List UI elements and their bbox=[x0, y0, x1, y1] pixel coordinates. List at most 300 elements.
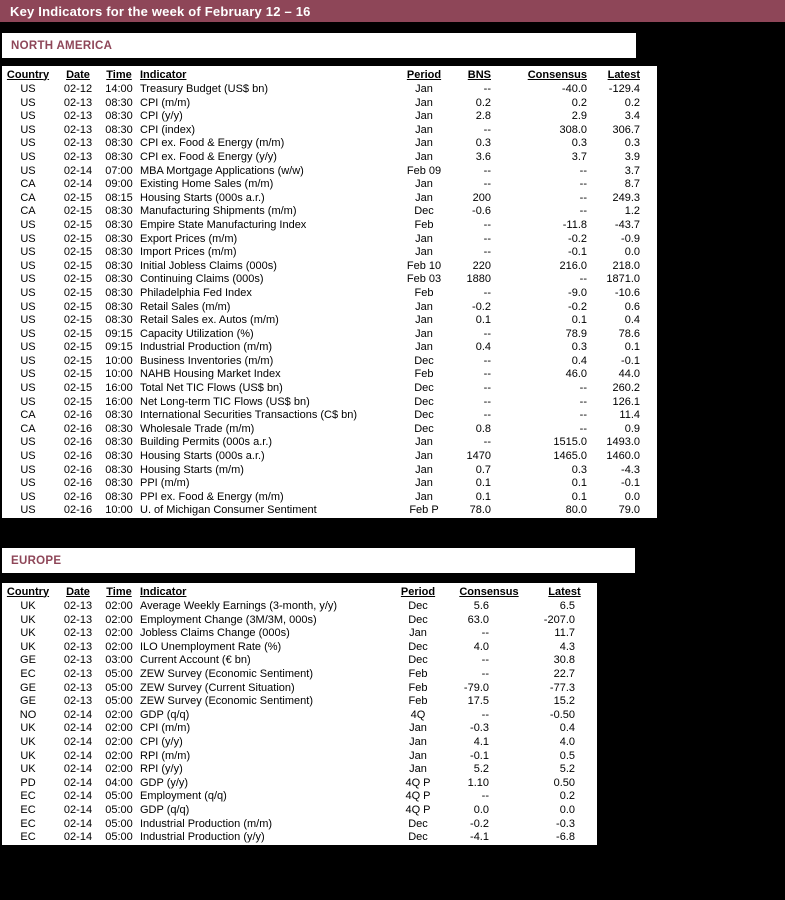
cell: -- bbox=[483, 409, 491, 422]
cell: CA bbox=[20, 409, 36, 422]
cell: 0.2 bbox=[571, 96, 587, 109]
cell: US bbox=[20, 137, 36, 150]
table-row bbox=[2, 287, 657, 301]
cell: -- bbox=[483, 368, 491, 381]
table-row bbox=[2, 151, 657, 165]
cell: -10.6 bbox=[614, 286, 640, 299]
cell: 08:30 bbox=[105, 246, 133, 259]
cell: RPI (y/y) bbox=[140, 763, 183, 776]
cell: 02-14 bbox=[63, 803, 93, 816]
table-row bbox=[2, 600, 597, 614]
cell: 1470 bbox=[466, 450, 491, 463]
table-header-row bbox=[2, 66, 657, 83]
cell: -- bbox=[483, 232, 491, 245]
cell: 02-13 bbox=[63, 613, 93, 626]
cell: 02-15 bbox=[63, 273, 93, 286]
cell: -0.2 bbox=[472, 300, 491, 313]
cell: 0.3 bbox=[571, 137, 587, 150]
cell: 02:00 bbox=[105, 640, 133, 653]
cell: Jan bbox=[415, 327, 433, 340]
cell: 10:00 bbox=[105, 504, 133, 517]
cell: -0.3 bbox=[470, 722, 489, 735]
column-header-period: Period bbox=[406, 68, 442, 81]
cell: EC bbox=[20, 803, 36, 816]
cell: US bbox=[20, 354, 36, 367]
europe-table bbox=[2, 583, 597, 845]
cell: 08:30 bbox=[105, 477, 133, 490]
cell: -0.1 bbox=[621, 477, 640, 490]
cell: 0.0 bbox=[624, 490, 640, 503]
table-row bbox=[2, 750, 597, 764]
cell: 10:00 bbox=[105, 368, 133, 381]
cell: -- bbox=[579, 422, 587, 435]
cell: CPI ex. Food & Energy (m/m) bbox=[140, 137, 285, 150]
cell: Capacity Utilization (%) bbox=[140, 327, 254, 340]
cell: 08:30 bbox=[105, 137, 133, 150]
cell: Jan bbox=[415, 123, 433, 136]
column-header-consensus: Consensus bbox=[527, 68, 587, 81]
section-label: NORTH AMERICA bbox=[11, 39, 113, 52]
cell: 02-13 bbox=[63, 654, 93, 667]
table-row bbox=[2, 804, 597, 818]
table-row bbox=[2, 341, 657, 355]
cell: 15.2 bbox=[553, 695, 575, 708]
cell: MBA Mortgage Applications (w/w) bbox=[140, 164, 304, 177]
europe-table-panel bbox=[2, 580, 597, 848]
table-row bbox=[2, 818, 597, 832]
cell: 08:15 bbox=[105, 191, 133, 204]
cell: CPI (y/y) bbox=[140, 735, 183, 748]
cell: NO bbox=[19, 708, 37, 721]
cell: Jan bbox=[415, 463, 433, 476]
cell: 10:00 bbox=[105, 354, 133, 367]
cell: -- bbox=[579, 178, 587, 191]
cell: International Securities Transactions (C$ bn) bbox=[140, 409, 358, 422]
cell: EC bbox=[20, 817, 36, 830]
cell: 02-13 bbox=[63, 137, 93, 150]
cell: 0.3 bbox=[571, 341, 587, 354]
cell: 0.1 bbox=[475, 314, 491, 327]
cell: 0.50 bbox=[553, 776, 575, 789]
cell: Employment (q/q) bbox=[140, 790, 227, 803]
cell: Jan bbox=[409, 722, 427, 735]
cell: 4.1 bbox=[473, 735, 489, 748]
cell: 02-16 bbox=[63, 490, 93, 503]
cell: Jan bbox=[415, 490, 433, 503]
cell: U. of Michigan Consumer Sentiment bbox=[140, 504, 317, 517]
cell: 02-14 bbox=[63, 763, 93, 776]
cell: 14:00 bbox=[105, 83, 133, 95]
cell: 1515.0 bbox=[553, 436, 587, 449]
table-row bbox=[2, 763, 597, 777]
cell: Empire State Manufacturing Index bbox=[140, 218, 307, 231]
cell: Industrial Production (m/m) bbox=[140, 817, 273, 830]
cell: Jan bbox=[415, 300, 433, 313]
cell: -4.3 bbox=[621, 463, 640, 476]
cell: 0.3 bbox=[571, 463, 587, 476]
cell: Jan bbox=[415, 83, 433, 95]
cell: 02-15 bbox=[63, 232, 93, 245]
column-header-country: Country bbox=[6, 68, 50, 81]
column-header-country: Country bbox=[6, 585, 50, 598]
cell: Jan bbox=[415, 341, 433, 354]
cell: Net Long-term TIC Flows (US$ bn) bbox=[140, 395, 310, 408]
cell: Jan bbox=[415, 110, 433, 123]
cell: 02:00 bbox=[105, 613, 133, 626]
cell: Jan bbox=[415, 246, 433, 259]
cell: 1.10 bbox=[467, 776, 489, 789]
cell: 0.7 bbox=[475, 463, 491, 476]
table-row bbox=[2, 790, 597, 804]
cell: -11.8 bbox=[562, 218, 587, 231]
cell: -0.1 bbox=[568, 246, 587, 259]
cell: UK bbox=[20, 600, 36, 612]
cell: 02-13 bbox=[63, 640, 93, 653]
cell: 02-13 bbox=[63, 600, 93, 612]
column-header-time: Time bbox=[106, 68, 132, 81]
cell: -0.1 bbox=[621, 354, 640, 367]
cell: 3.9 bbox=[624, 150, 640, 163]
cell: 0.3 bbox=[475, 137, 491, 150]
table-row bbox=[2, 641, 597, 655]
cell: 08:30 bbox=[105, 273, 133, 286]
cell: 3.7 bbox=[571, 150, 587, 163]
cell: 02-13 bbox=[63, 110, 93, 123]
cell: -- bbox=[579, 382, 587, 395]
cell: 0.0 bbox=[624, 246, 640, 259]
cell: 0.4 bbox=[571, 354, 587, 367]
cell: 05:00 bbox=[105, 831, 133, 844]
cell: GDP (q/q) bbox=[140, 803, 190, 816]
cell: -0.9 bbox=[621, 232, 640, 245]
cell: 1.2 bbox=[624, 205, 640, 218]
cell: Feb bbox=[408, 695, 428, 708]
cell: 08:30 bbox=[105, 314, 133, 327]
cell: -0.2 bbox=[568, 300, 587, 313]
cell: US bbox=[20, 382, 36, 395]
cell: 02-14 bbox=[63, 776, 93, 789]
table-row bbox=[2, 464, 657, 478]
cell: GDP (y/y) bbox=[140, 776, 189, 789]
cell: 1465.0 bbox=[553, 450, 587, 463]
cell: Dec bbox=[414, 395, 434, 408]
cell: 02-16 bbox=[63, 450, 93, 463]
cell: 02:00 bbox=[105, 749, 133, 762]
cell: Jan bbox=[409, 749, 427, 762]
cell: -- bbox=[579, 395, 587, 408]
cell: Jan bbox=[409, 735, 427, 748]
cell: Dec bbox=[408, 600, 428, 612]
column-header-latest: Latest bbox=[607, 68, 640, 81]
cell: 09:00 bbox=[105, 178, 133, 191]
cell: 02-13 bbox=[63, 96, 93, 109]
cell: UK bbox=[20, 627, 36, 640]
cell: 02-12 bbox=[63, 83, 93, 95]
cell: 02-15 bbox=[63, 300, 93, 313]
table-row bbox=[2, 273, 657, 287]
table-row bbox=[2, 260, 657, 274]
cell: US bbox=[20, 395, 36, 408]
cell: US bbox=[20, 327, 36, 340]
cell: Wholesale Trade (m/m) bbox=[140, 422, 255, 435]
cell: 2.8 bbox=[475, 110, 491, 123]
cell: Jan bbox=[415, 137, 433, 150]
table-row bbox=[2, 205, 657, 219]
cell: GE bbox=[20, 695, 36, 708]
cell: -0.6 bbox=[472, 205, 491, 218]
cell: 4Q P bbox=[405, 803, 431, 816]
cell: US bbox=[20, 490, 36, 503]
cell: Feb P bbox=[409, 504, 439, 517]
cell: -0.2 bbox=[568, 232, 587, 245]
page-title: Key Indicators for the week of February 12 – 16 bbox=[10, 3, 311, 19]
cell: 02-15 bbox=[63, 395, 93, 408]
cell: Housing Starts (000s a.r.) bbox=[140, 450, 265, 463]
cell: 02-13 bbox=[63, 695, 93, 708]
cell: Dec bbox=[408, 831, 428, 844]
table-row bbox=[2, 614, 597, 628]
table-row bbox=[2, 668, 597, 682]
cell: Jan bbox=[415, 178, 433, 191]
table-row bbox=[2, 110, 657, 124]
cell: Jobless Claims Change (000s) bbox=[140, 627, 290, 640]
cell: Dec bbox=[414, 382, 434, 395]
cell: Dec bbox=[414, 354, 434, 367]
cell: -- bbox=[483, 123, 491, 136]
cell: 8.7 bbox=[624, 178, 640, 191]
cell: US bbox=[20, 83, 36, 95]
cell: US bbox=[20, 232, 36, 245]
cell: US bbox=[20, 110, 36, 123]
table-row bbox=[2, 314, 657, 328]
table-row bbox=[2, 504, 657, 518]
cell: GE bbox=[20, 654, 36, 667]
cell: -79.0 bbox=[463, 681, 489, 694]
cell: UK bbox=[20, 722, 36, 735]
cell: -77.3 bbox=[549, 681, 575, 694]
cell: 0.1 bbox=[571, 490, 587, 503]
cell: 78.9 bbox=[565, 327, 587, 340]
column-header-date: Date bbox=[66, 585, 90, 598]
cell: 0.4 bbox=[624, 314, 640, 327]
table-row bbox=[2, 450, 657, 464]
cell: 249.3 bbox=[612, 191, 640, 204]
cell: -- bbox=[483, 164, 491, 177]
cell: Housing Starts (m/m) bbox=[140, 463, 244, 476]
table-row bbox=[2, 301, 657, 315]
cell: 09:15 bbox=[105, 327, 133, 340]
cell: 3.6 bbox=[475, 150, 491, 163]
cell: 02-13 bbox=[63, 681, 93, 694]
cell: 3.4 bbox=[624, 110, 640, 123]
table-row bbox=[2, 831, 597, 845]
cell: Dec bbox=[408, 613, 428, 626]
cell: 0.2 bbox=[475, 96, 491, 109]
cell: US bbox=[20, 368, 36, 381]
cell: -129.4 bbox=[608, 83, 640, 95]
table-row bbox=[2, 233, 657, 247]
cell: 1880 bbox=[466, 273, 491, 286]
cell: US bbox=[20, 246, 36, 259]
cell: 16:00 bbox=[105, 382, 133, 395]
cell: -43.7 bbox=[614, 218, 640, 231]
table-row bbox=[2, 722, 597, 736]
cell: 08:30 bbox=[105, 96, 133, 109]
cell: 220 bbox=[472, 259, 491, 272]
cell: Dec bbox=[408, 654, 428, 667]
cell: 16:00 bbox=[105, 395, 133, 408]
cell: 05:00 bbox=[105, 790, 133, 803]
cell: 30.8 bbox=[553, 654, 575, 667]
cell: 02-14 bbox=[63, 722, 93, 735]
cell: Feb 03 bbox=[406, 273, 442, 286]
cell: 0.5 bbox=[559, 749, 575, 762]
table-row bbox=[2, 178, 657, 192]
cell: 1871.0 bbox=[606, 273, 640, 286]
cell: 02:00 bbox=[105, 627, 133, 640]
cell: Feb bbox=[408, 681, 428, 694]
cell: 1460.0 bbox=[606, 450, 640, 463]
cell: 126.1 bbox=[612, 395, 640, 408]
cell: 02-14 bbox=[63, 178, 93, 191]
cell: 02-15 bbox=[63, 218, 93, 231]
cell: Jan bbox=[415, 232, 433, 245]
cell: 79.0 bbox=[618, 504, 640, 517]
table-row bbox=[2, 409, 657, 423]
cell: Industrial Production (y/y) bbox=[140, 831, 265, 844]
table-row bbox=[2, 654, 597, 668]
cell: ZEW Survey (Economic Sentiment) bbox=[140, 667, 313, 680]
cell: EC bbox=[20, 667, 36, 680]
cell: Jan bbox=[409, 627, 427, 640]
cell: US bbox=[20, 314, 36, 327]
cell: -- bbox=[483, 327, 491, 340]
table-row bbox=[2, 328, 657, 342]
cell: Treasury Budget (US$ bn) bbox=[140, 83, 268, 95]
cell: Retail Sales ex. Autos (m/m) bbox=[140, 314, 279, 327]
cell: -0.3 bbox=[556, 817, 575, 830]
column-header-date: Date bbox=[66, 68, 90, 81]
table-row bbox=[2, 423, 657, 437]
cell: CPI (y/y) bbox=[140, 110, 183, 123]
cell: 6.5 bbox=[559, 600, 575, 612]
cell: EC bbox=[20, 831, 36, 844]
cell: -- bbox=[579, 273, 587, 286]
cell: 200 bbox=[472, 191, 491, 204]
cell: -- bbox=[579, 191, 587, 204]
cell: Jan bbox=[415, 191, 433, 204]
cell: 08:30 bbox=[105, 110, 133, 123]
cell: 306.7 bbox=[612, 123, 640, 136]
table-row bbox=[2, 165, 657, 179]
cell: 3.7 bbox=[624, 164, 640, 177]
cell: Philadelphia Fed Index bbox=[140, 286, 252, 299]
cell: Housing Starts (000s a.r.) bbox=[140, 191, 265, 204]
cell: 4.0 bbox=[559, 735, 575, 748]
cell: 4.0 bbox=[473, 640, 489, 653]
cell: UK bbox=[20, 613, 36, 626]
cell: 0.2 bbox=[559, 790, 575, 803]
cell: 02-14 bbox=[63, 831, 93, 844]
cell: Current Account (€ bn) bbox=[140, 654, 251, 667]
cell: -40.0 bbox=[561, 83, 587, 95]
cell: 05:00 bbox=[105, 695, 133, 708]
cell: CPI (index) bbox=[140, 123, 196, 136]
cell: 02-13 bbox=[63, 627, 93, 640]
cell: Existing Home Sales (m/m) bbox=[140, 178, 274, 191]
cell: -- bbox=[483, 436, 491, 449]
table-row bbox=[2, 219, 657, 233]
cell: -- bbox=[481, 654, 489, 667]
cell: 05:00 bbox=[105, 667, 133, 680]
cell: Export Prices (m/m) bbox=[140, 232, 238, 245]
cell: US bbox=[20, 259, 36, 272]
cell: CPI (m/m) bbox=[140, 722, 191, 735]
cell: 02-14 bbox=[63, 708, 93, 721]
cell: 04:00 bbox=[105, 776, 133, 789]
cell: 5.6 bbox=[473, 600, 489, 612]
cell: 46.0 bbox=[565, 368, 587, 381]
cell: 05:00 bbox=[105, 817, 133, 830]
cell: 02-15 bbox=[63, 314, 93, 327]
cell: 02-15 bbox=[63, 354, 93, 367]
cell: US bbox=[20, 300, 36, 313]
cell: CA bbox=[20, 178, 36, 191]
cell: 02-16 bbox=[63, 436, 93, 449]
cell: US bbox=[20, 450, 36, 463]
cell: GDP (q/q) bbox=[140, 708, 190, 721]
cell: 0.9 bbox=[624, 422, 640, 435]
cell: 260.2 bbox=[612, 382, 640, 395]
cell: 02-16 bbox=[63, 463, 93, 476]
cell: Dec bbox=[414, 422, 434, 435]
cell: 0.1 bbox=[571, 314, 587, 327]
cell: US bbox=[20, 477, 36, 490]
cell: -207.0 bbox=[543, 613, 575, 626]
cell: 02:00 bbox=[105, 735, 133, 748]
cell: 0.4 bbox=[559, 722, 575, 735]
cell: 216.0 bbox=[559, 259, 587, 272]
cell: 08:30 bbox=[105, 300, 133, 313]
cell: 0.1 bbox=[475, 490, 491, 503]
column-header-period: Period bbox=[400, 585, 436, 598]
cell: US bbox=[20, 504, 36, 517]
table-row bbox=[2, 382, 657, 396]
section-label: EUROPE bbox=[11, 554, 62, 567]
cell: -4.1 bbox=[470, 831, 489, 844]
cell: GE bbox=[20, 681, 36, 694]
cell: Feb bbox=[408, 667, 428, 680]
north-america-table-panel bbox=[2, 63, 657, 521]
cell: 02-14 bbox=[63, 790, 93, 803]
cell: 05:00 bbox=[105, 681, 133, 694]
cell: 4Q P bbox=[405, 790, 431, 803]
cell: -- bbox=[483, 354, 491, 367]
cell: 78.0 bbox=[469, 504, 491, 517]
cell: 44.0 bbox=[618, 368, 640, 381]
cell: UK bbox=[20, 749, 36, 762]
table-row bbox=[2, 97, 657, 111]
cell: 08:30 bbox=[105, 259, 133, 272]
cell: 08:30 bbox=[105, 205, 133, 218]
cell: 0.8 bbox=[475, 422, 491, 435]
cell: 11.4 bbox=[619, 409, 640, 422]
cell: 4.3 bbox=[559, 640, 575, 653]
cell: -- bbox=[483, 178, 491, 191]
cell: 08:30 bbox=[105, 218, 133, 231]
cell: Employment Change (3M/3M, 000s) bbox=[140, 613, 317, 626]
cell: 05:00 bbox=[105, 803, 133, 816]
